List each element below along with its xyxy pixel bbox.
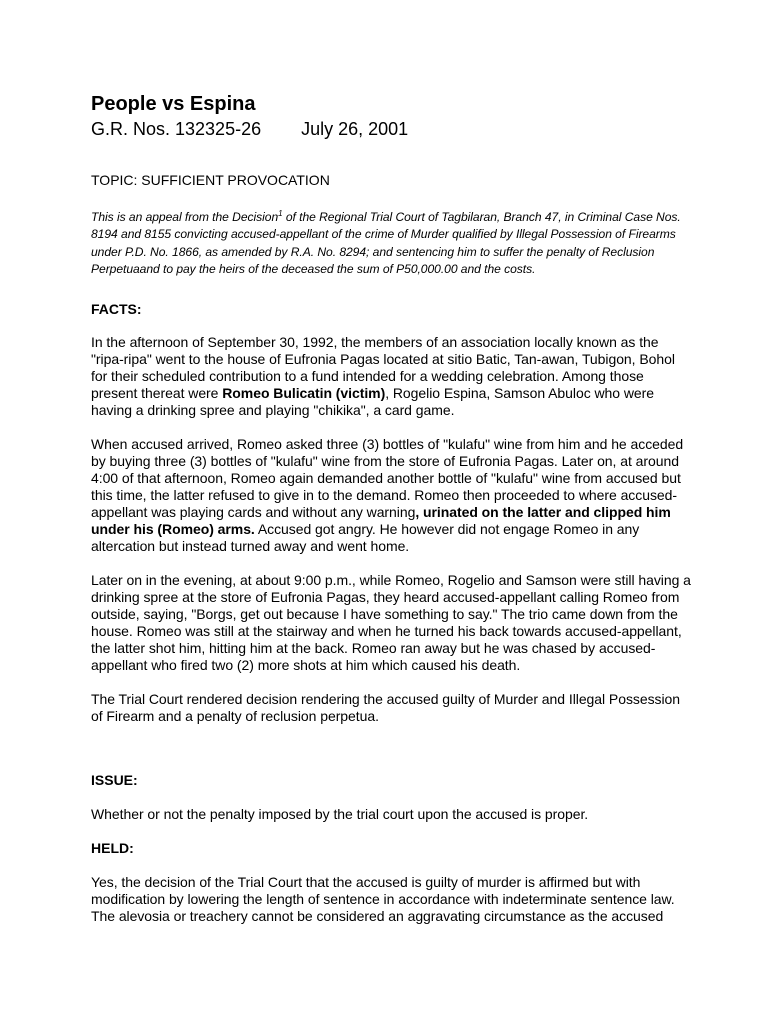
intro-text-b: of the Regional Trial Court of Tagbilaran, Branch 47, in Criminal Case Nos. 8194 and 8155 convicting accused-appellant of the crime of Murder qualified by Illegal Possession of Firearms under P.D. No. 1866, as amended by R.A. No. 8294; and sentencing him to suffer the penalty of Reclusion Perpetuaand to pay the heirs of the deceased the sum of P50,000.00 and the costs. <box>91 210 681 276</box>
held-heading: HELD: <box>91 840 134 857</box>
held-text: Yes, the decision of the Trial Court that the accused is guilty of murder is affirmed but with modification by lowering the length of sentence in accordance with indeterminate sentence law. The alevosia or treachery cannot be considered an aggravating circumstance as the accused <box>91 874 675 925</box>
gr-numbers: G.R. Nos. 132325-26 <box>91 119 262 139</box>
facts-p2-text-b: Accused got angry. He however did not engage Romeo in any altercation but instead turned away and went home. <box>91 521 640 555</box>
facts-p2-text-a: When accused arrived, Romeo asked three (3) bottles of "kulafu" wine from him and he acceded by buying three (3) bottles of "kulafu" wine from the store of Eufronia Pagas. Later on, at around 4:00 of that afternoon, Romeo again demanded another bottle of "kulafu" wine from accused but this time, the latter refused to give in to the demand. Romeo then proceeded to where accused-appellant was playing cards and without any warning <box>91 436 684 521</box>
intro-text-a: This is an appeal from the Decision <box>91 210 279 225</box>
case-title: People vs Espina <box>91 93 256 115</box>
facts-paragraph-1 <box>91 334 691 419</box>
facts-paragraph-3: Later on in the evening, at about 9:00 p.m., while Romeo, Rogelio and Samson were still having a drinking spree at the store of Eufronia Pagas, they heard accused-appellant calling Romeo from outside, saying, "Borgs, get out because I have something to say." The trio came down from the house. Romeo was still at the stairway and when he turned his back towards accused-appellant, the latter shot him, hitting him at the back. Romeo ran away but he was chased by accused-appellant who fired two (2) more shots at him which caused his death. <box>91 572 691 674</box>
issue-text: Whether or not the penalty imposed by the trial court upon the accused is proper. <box>91 806 589 823</box>
facts-p1-text-a: In the afternoon of September 30, 1992, the members of an association locally known as the "ripa-ripa" went to the house of Eufronia Pagas located at sitio Batic, Tan-awan, Tubigon, Bohol for their scheduled contribution to a fund intended for a wedding celebration. Among those present thereat were <box>91 334 675 402</box>
facts-heading: FACTS: <box>91 301 142 318</box>
facts-paragraph-2 <box>91 436 691 555</box>
victim-name: Romeo Bulicatin (victim) <box>222 385 386 402</box>
issue-heading: ISSUE: <box>91 772 138 789</box>
facts-p1-text-b: , Rogelio Espina, Samson Abuloc who were having a drinking spree and playing "chikika", a card game. <box>91 385 655 419</box>
facts-paragraph-4: The Trial Court rendered decision rendering the accused guilty of Murder and Illegal Possession of Firearm and a penalty of reclusion perpetua. <box>91 691 681 725</box>
decision-date: July 26, 2001 <box>301 119 409 139</box>
topic-line: TOPIC: SUFFICIENT PROVOCATION <box>91 172 330 188</box>
case-citation <box>91 118 691 140</box>
provocation-text: , urinated on the latter and clipped him under his (Romeo) arms. <box>91 504 671 538</box>
document-page <box>91 92 691 925</box>
intro-paragraph <box>91 205 691 278</box>
footnote-marker: 1 <box>278 209 283 218</box>
